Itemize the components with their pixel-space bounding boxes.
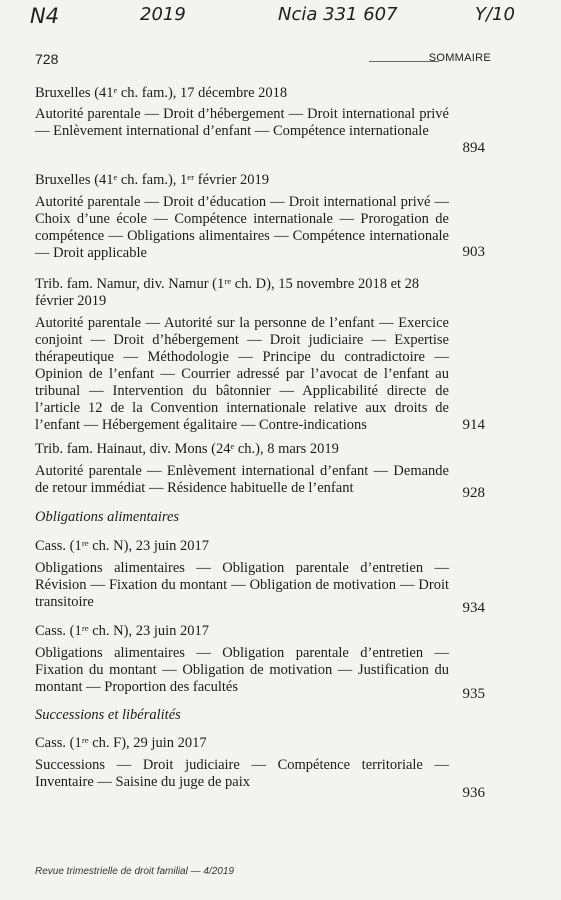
court-reference: Cass. (1ʳᵉ ch. F), 29 juin 2017 xyxy=(35,735,207,751)
entry-keywords: Successions — Droit judiciaire — Compétence territoriale — Inventaire — Saisine du juge de paix xyxy=(35,757,449,790)
court-reference: Trib. fam. Namur, div. Namur (1ʳᵉ ch. D), 15 novembre 2018 et 28 février 2019 xyxy=(35,276,420,309)
entry xyxy=(35,172,485,262)
entry-page: 928 xyxy=(462,485,485,501)
handwritten-note-year: 2019 xyxy=(140,4,186,25)
court-reference: Bruxelles (41ᵉ ch. fam.), 17 décembre 2018 xyxy=(35,85,288,101)
journal-footer: Revue trimestrielle de droit familial — 4/2019 xyxy=(35,866,234,877)
handwritten-note-volume: Y/10 xyxy=(475,4,515,25)
entry-keywords: Autorité parentale — Droit d’éducation — Droit international privé — Choix d’une école — Compétence internationale — Prorogation de compétence — Obligations alimentaires — Compétence internationale — Droit applicable xyxy=(35,194,449,261)
entry-page: 903 xyxy=(462,244,485,260)
entry xyxy=(35,538,485,616)
page-number: 728 xyxy=(35,51,59,67)
entry-page: 934 xyxy=(462,600,485,616)
court-reference: Cass. (1ʳᵉ ch. N), 23 juin 2017 xyxy=(35,538,210,554)
entry-keywords: Autorité parentale — Autorité sur la personne de l’enfant — Exercice conjoint — Droit d’hébergement — Droit judiciaire — Expertise thérapeutique — Méthodologie — Principe du contradictoire — Opinion de l’enfant — Courrier adressé par l’avocat de l’enfant au tribunal — Intervention du bâtonnier — Applicabilité directe de l’article 12 de la Convention internationale relative aux droits de l’enfant — Hébergement égalitaire — Contre-indications xyxy=(35,315,449,433)
page-header xyxy=(35,51,491,71)
handwritten-note-reference: Ncia 331 607 xyxy=(278,4,398,25)
entry-keywords: Obligations alimentaires — Obligation parentale d’entretien — Révision — Fixation du montant — Obligation de motivation — Droit transitoire xyxy=(35,560,449,610)
entry-page: 894 xyxy=(462,140,485,156)
entry xyxy=(35,276,485,434)
entry-page: 936 xyxy=(462,785,485,801)
entry-keywords: Autorité parentale — Enlèvement international d’enfant — Demande de retour immédiat — Résidence habituelle de l’enfant xyxy=(35,463,449,496)
entry xyxy=(35,85,485,156)
court-reference: Trib. fam. Hainaut, div. Mons (24ᵉ ch.), 8 mars 2019 xyxy=(35,441,339,457)
section-title: SOMMAIRE xyxy=(428,52,491,64)
entry xyxy=(35,735,485,801)
entry xyxy=(35,623,485,702)
entry-page: 914 xyxy=(462,417,485,433)
court-reference: Cass. (1ʳᵉ ch. N), 23 juin 2017 xyxy=(35,623,210,639)
court-reference: Bruxelles (41ᵉ ch. fam.), 1ᵉʳ février 2019 xyxy=(35,172,270,188)
entry-keywords: Autorité parentale — Droit d’hébergement — Droit international privé — Enlèvement international d’enfant — Compétence internationale xyxy=(35,106,449,139)
category-heading: Successions et libéralités xyxy=(35,707,181,723)
handwritten-note-n4: N4 xyxy=(30,4,60,28)
entry xyxy=(35,441,485,501)
category-heading: Obligations alimentaires xyxy=(35,509,180,525)
entry-keywords: Obligations alimentaires — Obligation parentale d’entretien — Fixation du montant — Obligation de motivation — Justification du montant — Proportion des facultés xyxy=(35,645,449,695)
entry-page: 935 xyxy=(462,686,485,702)
